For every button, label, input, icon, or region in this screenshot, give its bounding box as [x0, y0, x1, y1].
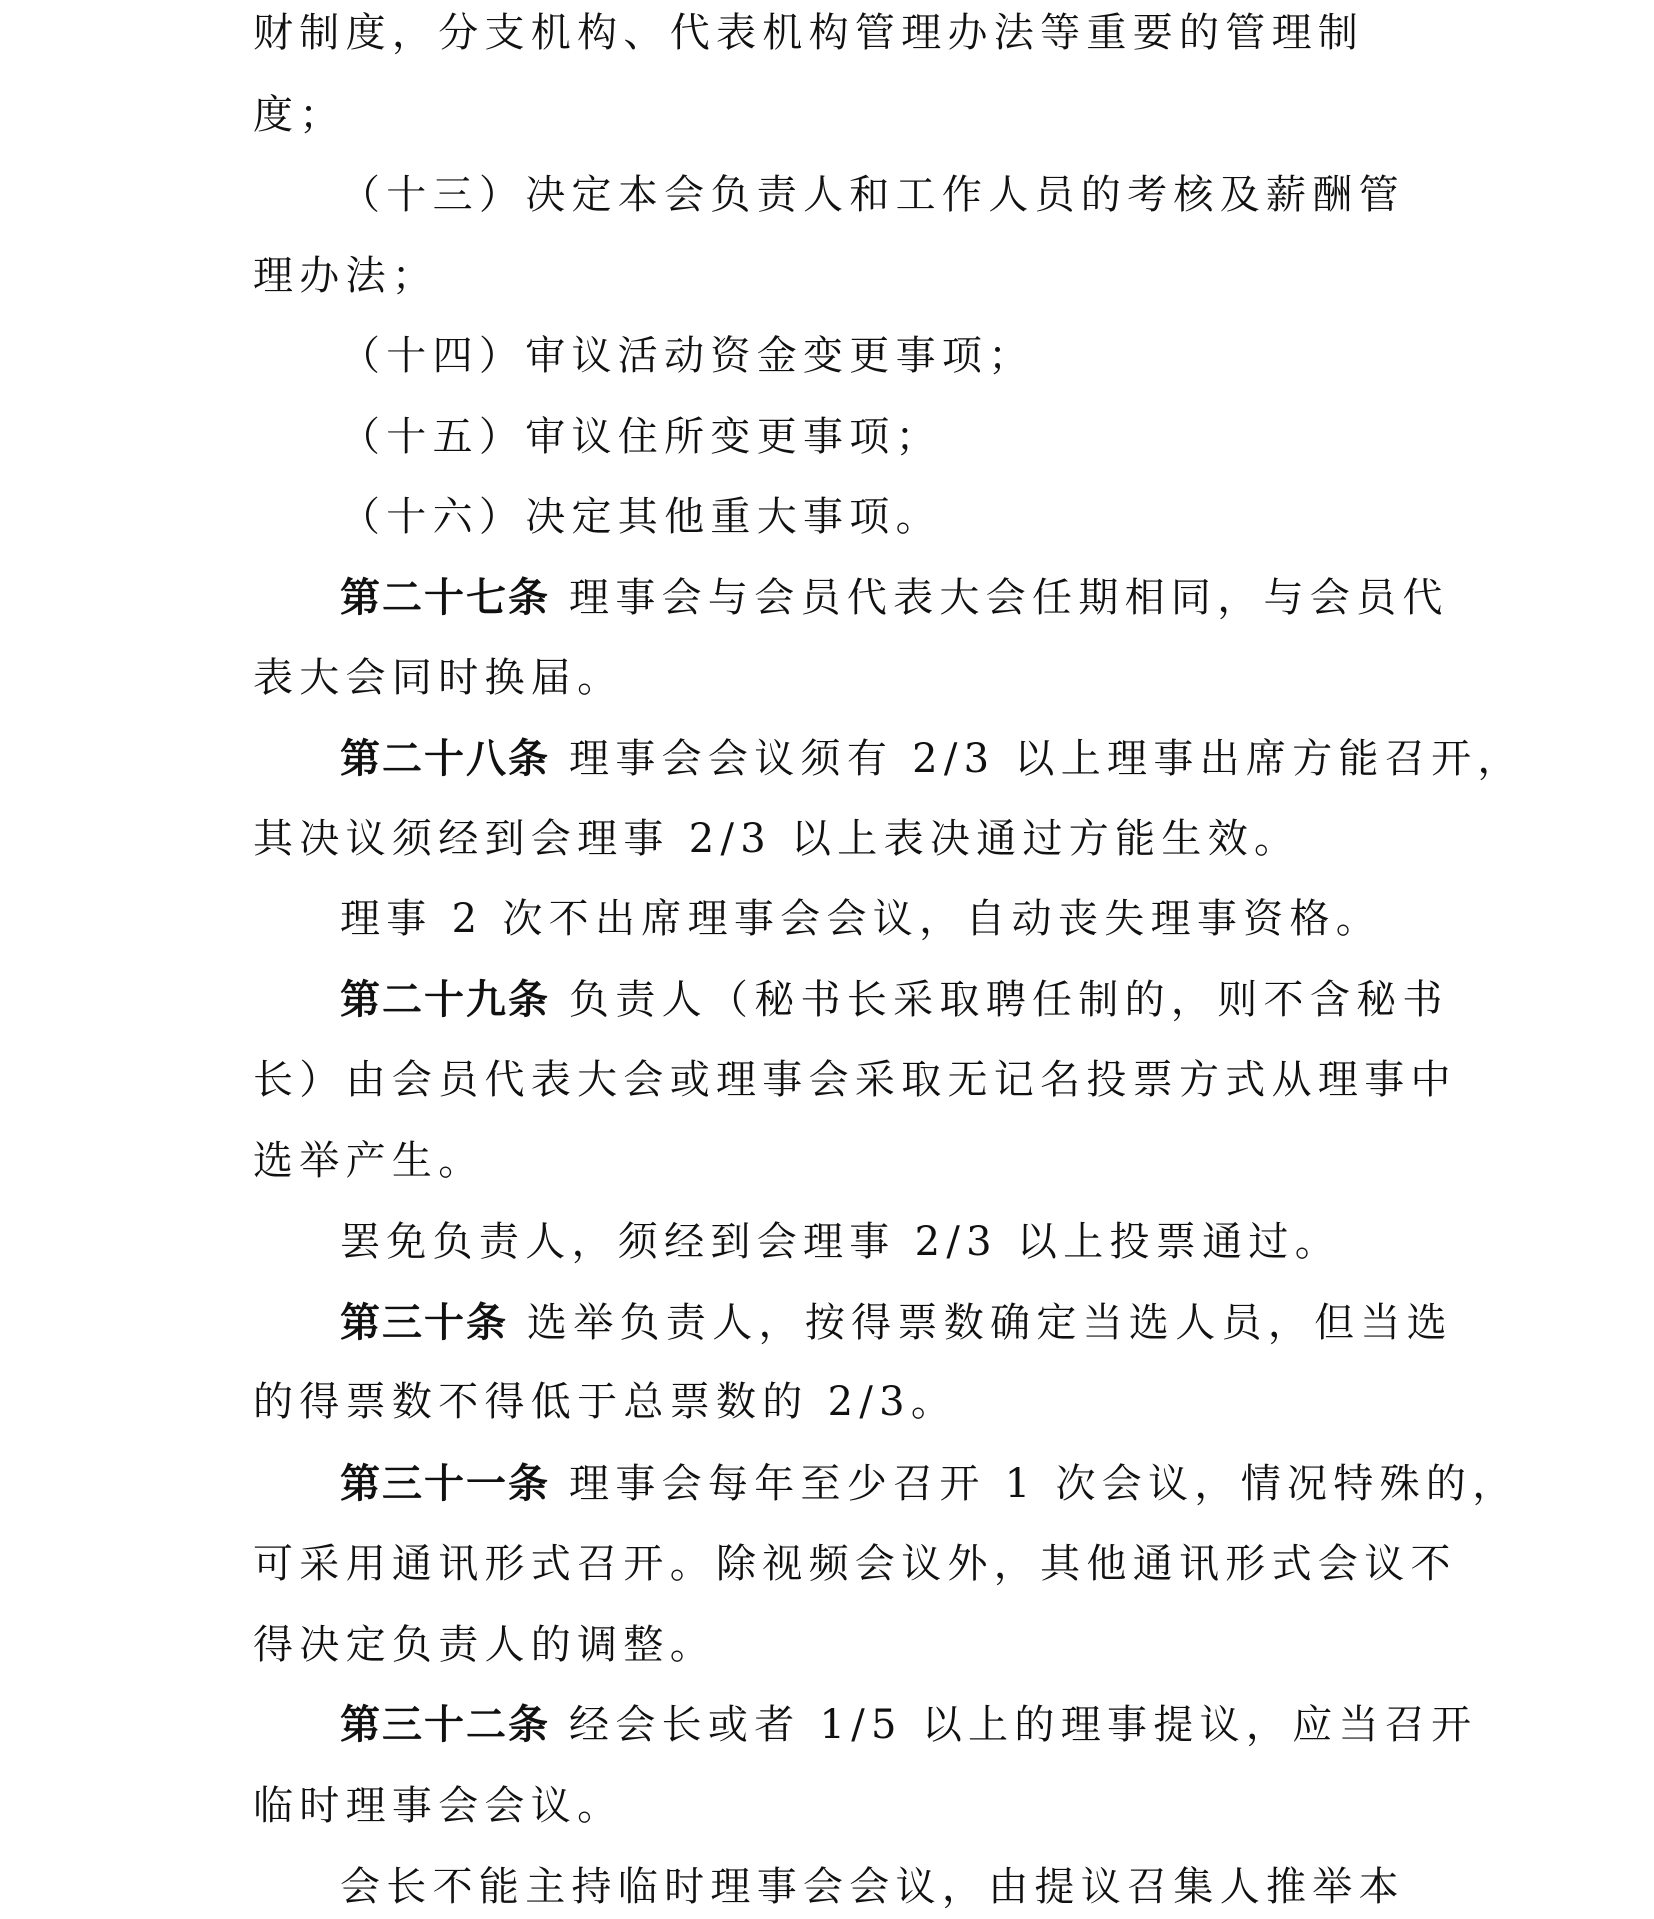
article-line: 第三十条 选举负责人，按得票数确定当选人员，但当选 [340, 1299, 1454, 1346]
text-line: 度； [253, 92, 346, 138]
text-line: 表大会同时换届。 [253, 655, 624, 701]
text-line: 的得票数不得低于总票数的 2/3。 [253, 1379, 958, 1425]
text-line: 罢免负责人，须经到会理事 2/3 以上投票通过。 [340, 1219, 1342, 1265]
text-line: 财制度，分支机构、代表机构管理办法等重要的管理制 [253, 10, 1365, 56]
article-line: 第二十八条 理事会会议须有 2/3 以上理事出席方能召开， [340, 735, 1524, 782]
text-line: （十三）决定本会负责人和工作人员的考核及薪酬管 [340, 172, 1405, 218]
text-line: 其决议须经到会理事 2/3 以上表决通过方能生效。 [253, 816, 1301, 862]
text-line: 得决定负责人的调整。 [253, 1622, 716, 1668]
text-line: 会长不能主持临时理事会会议，由提议召集人推举本 [340, 1864, 1405, 1910]
text-line: 理事 2 次不出席理事会会议，自动丧失理事资格。 [340, 896, 1383, 942]
article-heading: 第二十九条 [340, 976, 550, 1023]
article-line: 第三十二条 经会长或者 1/5 以上的理事提议，应当召开 [340, 1701, 1478, 1748]
article-heading: 第三十二条 [340, 1701, 550, 1748]
article-heading: 第二十八条 [340, 735, 550, 782]
text-line: （十四）审议活动资金变更事项； [340, 333, 1035, 379]
text-line: （十六）决定其他重大事项。 [340, 494, 942, 540]
article-heading: 第三十一条 [340, 1460, 550, 1507]
text-line: 长）由会员代表大会或理事会采取无记名投票方式从理事中 [253, 1057, 1457, 1103]
article-heading: 第三十条 [340, 1299, 508, 1346]
text-line: 临时理事会会议。 [253, 1783, 624, 1829]
article-line: 第二十九条 负责人（秘书长采取聘任制的，则不含秘书 [340, 976, 1449, 1023]
text-line: （十五）审议住所变更事项； [340, 414, 942, 460]
article-line: 第二十七条 理事会与会员代表大会任期相同，与会员代 [340, 574, 1449, 621]
text-line: 可采用通讯形式召开。除视频会议外，其他通讯形式会议不 [253, 1541, 1457, 1587]
text-line: 理办法； [253, 253, 439, 299]
article-line: 第三十一条 理事会每年至少召开 1 次会议，情况特殊的， [340, 1460, 1519, 1507]
text-line: 选举产生。 [253, 1138, 485, 1184]
article-heading: 第二十七条 [340, 574, 550, 621]
